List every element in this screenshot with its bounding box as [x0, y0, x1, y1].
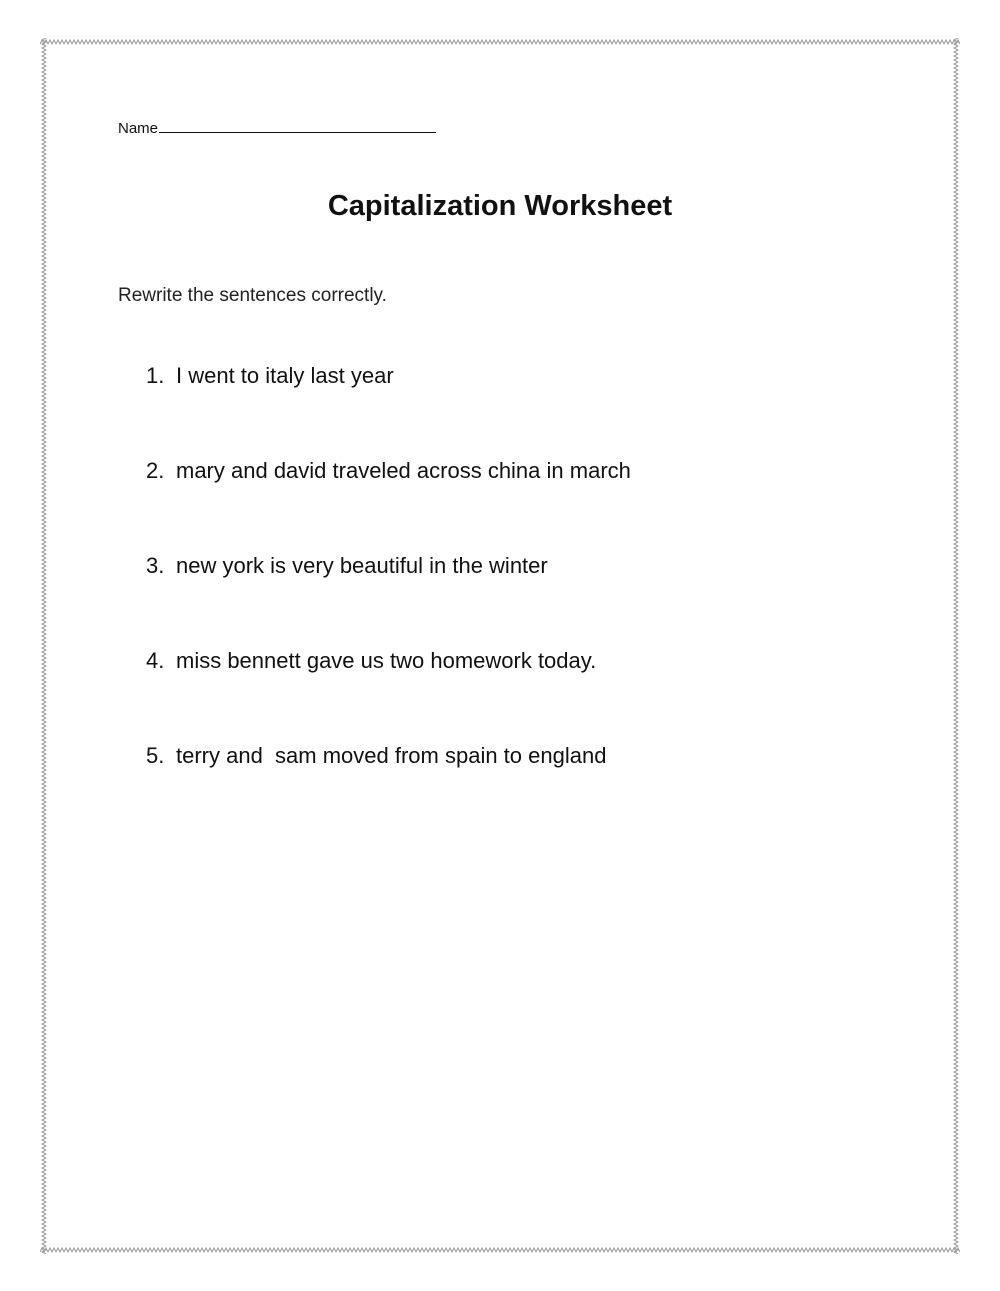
list-item: [146, 363, 631, 458]
item-number: 4.: [146, 648, 165, 673]
page-title: Capitalization Worksheet: [327, 190, 673, 222]
item-number: 3.: [146, 553, 165, 578]
item-sentence: mary and david traveled across china in march: [176, 458, 631, 483]
list-item: [146, 553, 631, 648]
item-sentence: terry and sam moved from spain to england: [176, 743, 607, 768]
name-blank-line: [159, 118, 436, 133]
list-item: [146, 458, 631, 553]
item-number: 1.: [146, 363, 165, 388]
item-sentence: miss bennett gave us two homework today.: [176, 648, 597, 673]
item-sentence: new york is very beautiful in the winter: [176, 553, 548, 578]
item-number: 5.: [146, 743, 165, 768]
item-number: 2.: [146, 458, 165, 483]
item-sentence: I went to italy last year: [176, 363, 394, 388]
sentence-list: [146, 363, 631, 838]
list-item: [146, 743, 631, 838]
instructions-text: Rewrite the sentences correctly.: [118, 285, 387, 306]
name-label: Name: [118, 120, 159, 137]
name-field-row: [118, 118, 436, 137]
list-item: [146, 648, 631, 743]
